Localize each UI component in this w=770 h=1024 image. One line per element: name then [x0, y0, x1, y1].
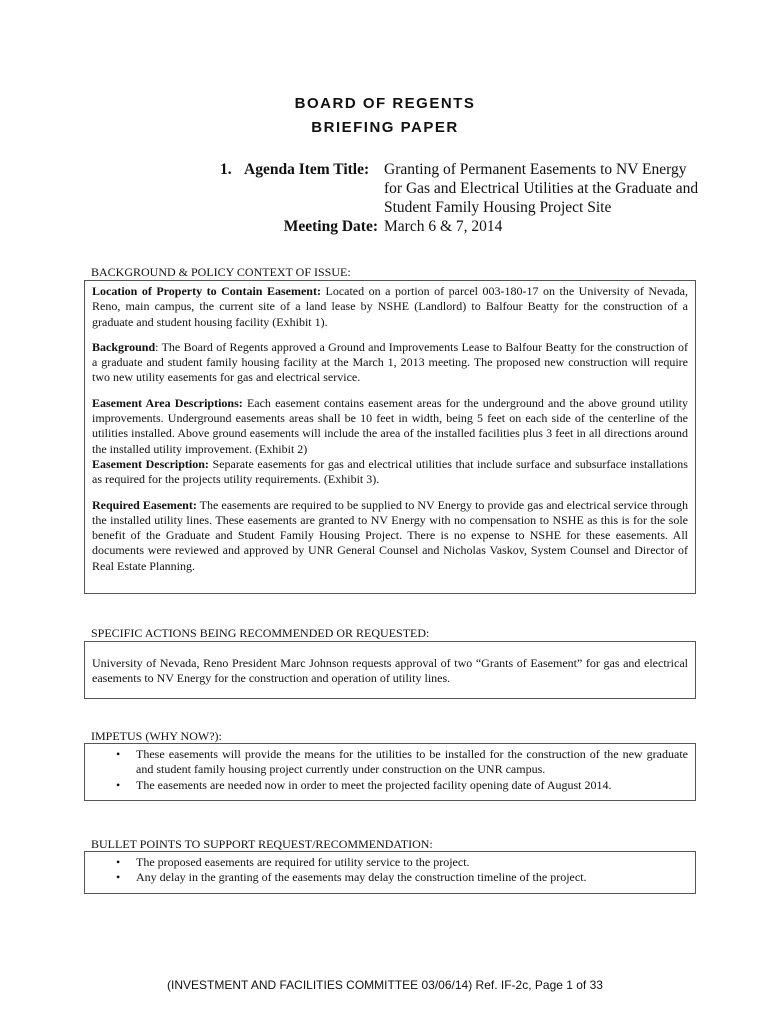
actions-section-label: SPECIFIC ACTIONS BEING RECOMMENDED OR REQUESTED:: [91, 626, 430, 640]
impetus-list: [92, 747, 688, 793]
support-list: [92, 855, 688, 886]
document-subtitle: BRIEFING PAPER: [311, 119, 459, 136]
background-box: [84, 280, 696, 594]
page-footer: (INVESTMENT AND FACILITIES COMMITTEE 03/06/14) Ref. IF-2c, Page 1 of 33: [167, 978, 603, 992]
actions-box: [84, 641, 696, 699]
description-paragraph: [92, 457, 688, 488]
location-paragraph: [92, 284, 688, 330]
actions-text: University of Nevada, Reno President Marc Johnson requests approval of two “Grants of Easement” for gas and electrical easements to NV Energy for the construction and operation of utility lines.: [92, 656, 688, 686]
impetus-bullet: • The easements are needed now in order to meet the projected facility opening date of August 2014.: [92, 778, 688, 793]
required-paragraph: [92, 498, 688, 574]
background-text: : The Board of Regents approved a Ground and Improvements Lease to Balfour Beatty for the construction of a graduate and student family housing facility at the March 1, 2013 meeting. The proposed new construction will require two new utility easements for gas and electrical service.: [92, 339, 688, 385]
background-section-label: BACKGROUND & POLICY CONTEXT OF ISSUE:: [91, 265, 351, 279]
agenda-number: 1.: [220, 161, 232, 178]
meeting-date-label: Meeting Date:: [283, 218, 378, 235]
description-heading: Easement Description:: [92, 456, 209, 471]
area-text: Each easement contains easement areas for the underground and the above ground utility improvements. Underground easements areas shall be 10 feet in width, being 5 feet on each side of the centerline of the utilities installed. Above ground easements will include the area of the installed facilities plus 3 feet in all directions around the installed utility improvement. (Exhibit 2): [92, 395, 688, 456]
area-heading: Easement Area Descriptions:: [92, 395, 243, 410]
support-section-label: BULLET POINTS TO SUPPORT REQUEST/RECOMMENDATION:: [91, 837, 433, 851]
area-paragraph: [92, 396, 688, 457]
impetus-section-label: IMPETUS (WHY NOW?):: [91, 729, 222, 743]
background-paragraph: [92, 340, 688, 386]
agenda-item-title-label: 1. Agenda Item Title:: [220, 161, 370, 178]
impetus-bullet: • These easements will provide the means for the utilities to be installed for the construction of the new graduate and student family housing project currently under construction on the UNR campus.: [92, 747, 688, 778]
required-text: The easements are required to be supplied to NV Energy to provide gas and electrical service through the installed utility lines. These easements are granted to NV Energy with no compensation to NSHE as this is for the sole benefit of the Graduate and Student Family Housing Project. There is no expense to NSHE for these easements. All documents were reviewed and approved by UNR General Counsel and Nicholas Vaskov, System Counsel and Director of Real Estate Planning.: [92, 497, 689, 573]
required-heading: Required Easement:: [92, 497, 197, 512]
support-box: [84, 851, 696, 894]
background-heading: Background: [92, 339, 156, 354]
impetus-box: [84, 743, 696, 801]
support-bullet: • The proposed easements are required for utility service to the project.: [92, 855, 688, 870]
document-title: BOARD OF REGENTS: [294, 95, 476, 112]
agenda-item-title-row: [220, 160, 700, 217]
agenda-block: [220, 160, 700, 236]
location-heading: Location of Property to Contain Easement:: [92, 284, 321, 298]
support-bullet: • Any delay in the granting of the easements may delay the construction timeline of the project.: [92, 870, 688, 885]
meeting-date-value: March 6 & 7, 2014: [384, 218, 503, 235]
location-text: Located on a portion of parcel 003-180-17 on the University of Nevada, Reno, main campus, the current site of a land lease by NSHE (Landlord) to Balfour Beatty for the construction of a graduate and student housing facility (Exhibit 1).: [92, 284, 689, 329]
description-text: Separate easements for gas and electrical utilities that include surface and subsurface installations as required for the projects utility requirements. (Exhibit 3).: [92, 456, 688, 487]
agenda-item-title-value: Granting of Permanent Easements to NV Energy for Gas and Electrical Utilities at the Graduate and Student Family Housing Project Site: [384, 161, 699, 216]
meeting-date-row: [220, 217, 700, 236]
